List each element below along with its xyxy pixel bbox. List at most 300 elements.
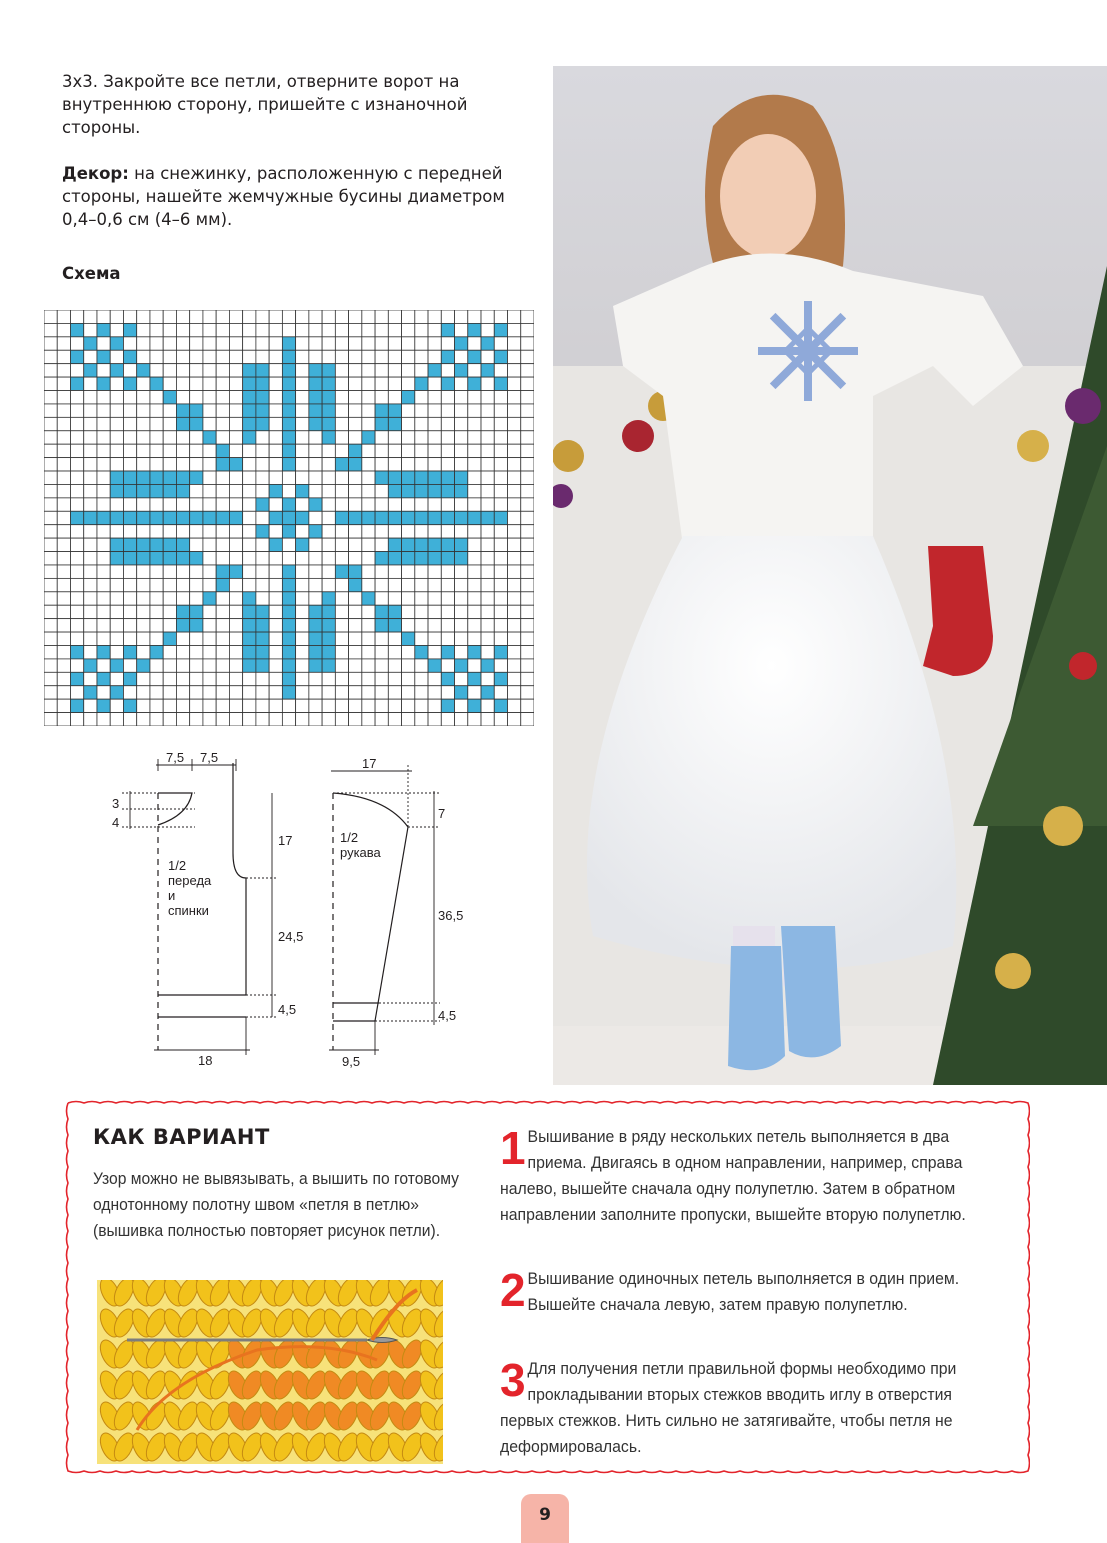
chart-cell	[123, 498, 136, 511]
chart-cell	[256, 565, 269, 578]
chart-cell	[428, 404, 441, 417]
chart-cell	[203, 498, 216, 511]
chart-cell	[468, 552, 481, 565]
chart-cell	[508, 364, 521, 377]
chart-cell	[269, 431, 282, 444]
chart-cell	[97, 632, 110, 645]
chart-cell	[494, 592, 507, 605]
chart-cell	[494, 713, 507, 726]
chart-cell	[137, 619, 150, 632]
chart-cell	[388, 498, 401, 511]
chart-cell	[282, 404, 295, 417]
chart-cell	[455, 525, 468, 538]
chart-cell	[84, 592, 97, 605]
chart-cell	[137, 645, 150, 658]
chart-cell	[176, 444, 189, 457]
chart-cell	[70, 578, 83, 591]
chart-cell	[309, 350, 322, 363]
chart-cell	[296, 323, 309, 336]
chart-cell	[216, 713, 229, 726]
chart-cell	[441, 511, 454, 524]
chart-cell	[256, 444, 269, 457]
chart-cell	[335, 592, 348, 605]
chart-cell	[362, 444, 375, 457]
chart-cell	[322, 310, 335, 323]
chart-cell	[282, 619, 295, 632]
chart-cell	[362, 605, 375, 618]
chart-cell	[110, 337, 123, 350]
chart-cell	[508, 578, 521, 591]
chart-cell	[375, 350, 388, 363]
chart-cell	[468, 364, 481, 377]
chart-cell	[203, 310, 216, 323]
chart-cell	[521, 552, 534, 565]
chart-cell	[70, 323, 83, 336]
chart-cell	[362, 525, 375, 538]
chart-cell	[256, 619, 269, 632]
chart-cell	[402, 404, 415, 417]
chart-cell	[269, 686, 282, 699]
chart-cell	[296, 699, 309, 712]
chart-cell	[150, 431, 163, 444]
chart-cell	[428, 364, 441, 377]
chart-cell	[243, 511, 256, 524]
chart-cell	[97, 605, 110, 618]
chart-cell	[150, 498, 163, 511]
chart-cell	[163, 645, 176, 658]
chart-cell	[468, 645, 481, 658]
chart-cell	[468, 444, 481, 457]
chart-cell	[97, 431, 110, 444]
chart-cell	[176, 538, 189, 551]
chart-cell	[70, 391, 83, 404]
chart-cell	[481, 391, 494, 404]
chart-cell	[97, 645, 110, 658]
chart-cell	[375, 484, 388, 497]
chart-cell	[282, 377, 295, 390]
chart-cell	[84, 511, 97, 524]
chart-cell	[243, 323, 256, 336]
chart-cell	[335, 619, 348, 632]
chart-cell	[163, 337, 176, 350]
chart-cell	[415, 619, 428, 632]
chart-cell	[508, 337, 521, 350]
chart-cell	[176, 350, 189, 363]
chart-cell	[362, 686, 375, 699]
chart-cell	[335, 471, 348, 484]
chart-cell	[84, 404, 97, 417]
chart-cell	[229, 672, 242, 685]
chart-cell	[137, 713, 150, 726]
chart-cell	[468, 417, 481, 430]
chart-cell	[508, 538, 521, 551]
chart-cell	[388, 484, 401, 497]
chart-cell	[44, 377, 57, 390]
chart-cell	[269, 310, 282, 323]
chart-cell	[163, 471, 176, 484]
chart-cell	[70, 552, 83, 565]
chart-cell	[455, 310, 468, 323]
chart-cell	[494, 431, 507, 444]
chart-cell	[176, 458, 189, 471]
chart-cell	[137, 632, 150, 645]
chart-cell	[388, 538, 401, 551]
step-2-text: Вышивание одиночных петель выполняется в один прием. Вышейте сначала левую, затем правую полупетлю.	[527, 1269, 960, 1314]
chart-cell	[137, 484, 150, 497]
chart-cell	[97, 471, 110, 484]
chart-cell	[44, 404, 57, 417]
chart-cell	[521, 578, 534, 591]
chart-cell	[84, 619, 97, 632]
chart-cell	[269, 605, 282, 618]
chart-cell	[494, 578, 507, 591]
chart-cell	[282, 645, 295, 658]
chart-cell	[150, 672, 163, 685]
chart-cell	[296, 578, 309, 591]
chart-cell	[468, 672, 481, 685]
knitting-stitch-illustration	[97, 1280, 443, 1464]
sleeve-label-1: 1/2	[340, 830, 359, 845]
chart-cell	[216, 511, 229, 524]
chart-cell	[296, 552, 309, 565]
chart-cell	[481, 525, 494, 538]
chart-cell	[296, 592, 309, 605]
chart-cell	[203, 619, 216, 632]
chart-cell	[256, 337, 269, 350]
chart-cell	[84, 323, 97, 336]
chart-cell	[70, 713, 83, 726]
chart-cell	[44, 592, 57, 605]
dim-sleeve-top: 17	[362, 756, 377, 771]
chart-cell	[415, 337, 428, 350]
chart-cell	[521, 645, 534, 658]
dim-front-neck-depth-front: 4	[112, 815, 120, 830]
chart-cell	[388, 645, 401, 658]
chart-cell	[349, 498, 362, 511]
chart-cell	[216, 444, 229, 457]
chart-cell	[70, 310, 83, 323]
chart-cell	[70, 511, 83, 524]
chart-cell	[415, 552, 428, 565]
chart-cell	[110, 323, 123, 336]
chart-cell	[216, 377, 229, 390]
chart-cell	[190, 552, 203, 565]
chart-cell	[216, 645, 229, 658]
chart-cell	[349, 578, 362, 591]
chart-cell	[243, 552, 256, 565]
chart-cell	[402, 672, 415, 685]
chart-cell	[402, 337, 415, 350]
chart-cell	[415, 417, 428, 430]
chart-cell	[97, 592, 110, 605]
chart-cell	[84, 471, 97, 484]
chart-cell	[44, 565, 57, 578]
chart-cell	[243, 471, 256, 484]
chart-cell	[203, 699, 216, 712]
chart-cell	[269, 672, 282, 685]
chart-cell	[150, 659, 163, 672]
chart-cell	[176, 632, 189, 645]
chart-cell	[428, 350, 441, 363]
chart-cell	[97, 350, 110, 363]
chart-cell	[335, 552, 348, 565]
chart-cell	[269, 619, 282, 632]
chart-cell	[203, 431, 216, 444]
chart-cell	[468, 404, 481, 417]
chart-cell	[428, 444, 441, 457]
chart-cell	[375, 391, 388, 404]
chart-cell	[243, 525, 256, 538]
chart-cell	[44, 632, 57, 645]
chart-cell	[243, 686, 256, 699]
chart-cell	[137, 552, 150, 565]
chart-cell	[388, 565, 401, 578]
chart-cell	[388, 391, 401, 404]
chart-cell	[44, 525, 57, 538]
chart-cell	[70, 686, 83, 699]
chart-cell	[309, 565, 322, 578]
chart-cell	[216, 605, 229, 618]
chart-cell	[97, 565, 110, 578]
chart-cell	[362, 538, 375, 551]
chart-cell	[216, 565, 229, 578]
chart-cell	[84, 672, 97, 685]
chart-cell	[110, 431, 123, 444]
chart-cell	[282, 578, 295, 591]
chart-cell	[508, 391, 521, 404]
chart-cell	[44, 645, 57, 658]
chart-cell	[243, 713, 256, 726]
chart-cell	[335, 525, 348, 538]
chart-cell	[123, 350, 136, 363]
chart-cell	[375, 498, 388, 511]
chart-cell	[44, 458, 57, 471]
chart-cell	[494, 552, 507, 565]
chart-cell	[335, 350, 348, 363]
chart-cell	[84, 659, 97, 672]
chart-cell	[150, 310, 163, 323]
chart-cell	[84, 632, 97, 645]
chart-cell	[84, 417, 97, 430]
chart-cell	[309, 444, 322, 457]
step-3	[500, 1356, 1010, 1460]
chart-cell	[481, 431, 494, 444]
chart-cell	[309, 592, 322, 605]
chart-cell	[455, 619, 468, 632]
chart-cell	[362, 458, 375, 471]
chart-cell	[150, 350, 163, 363]
chart-cell	[296, 619, 309, 632]
chart-cell	[70, 645, 83, 658]
chart-cell	[441, 672, 454, 685]
chart-cell	[521, 632, 534, 645]
chart-cell	[243, 659, 256, 672]
chart-cell	[402, 578, 415, 591]
chart-cell	[243, 337, 256, 350]
chart-cell	[455, 471, 468, 484]
chart-cell	[481, 713, 494, 726]
chart-cell	[309, 404, 322, 417]
chart-cell	[282, 417, 295, 430]
chart-cell	[190, 645, 203, 658]
chart-cell	[441, 552, 454, 565]
chart-cell	[468, 713, 481, 726]
chart-cell	[70, 337, 83, 350]
chart-cell	[388, 672, 401, 685]
chart-cell	[84, 350, 97, 363]
chart-cell	[176, 552, 189, 565]
chart-cell	[402, 565, 415, 578]
chart-cell	[243, 632, 256, 645]
chart-cell	[57, 632, 70, 645]
chart-cell	[110, 458, 123, 471]
chart-cell	[229, 538, 242, 551]
chart-cell	[137, 592, 150, 605]
chart-cell	[163, 458, 176, 471]
chart-cell	[269, 525, 282, 538]
chart-cell	[455, 713, 468, 726]
chart-cell	[256, 552, 269, 565]
chart-cell	[243, 605, 256, 618]
chart-cell	[150, 578, 163, 591]
chart-cell	[203, 538, 216, 551]
chart-cell	[455, 578, 468, 591]
chart-cell	[229, 337, 242, 350]
chart-cell	[84, 484, 97, 497]
chart-cell	[296, 659, 309, 672]
chart-cell	[57, 605, 70, 618]
chart-cell	[190, 310, 203, 323]
chart-cell	[362, 511, 375, 524]
chart-cell	[468, 498, 481, 511]
chart-cell	[282, 592, 295, 605]
chart-cell	[190, 458, 203, 471]
chart-cell	[137, 431, 150, 444]
chart-cell	[70, 605, 83, 618]
chart-cell	[282, 484, 295, 497]
chart-cell	[481, 364, 494, 377]
chart-cell	[468, 525, 481, 538]
chart-cell	[216, 364, 229, 377]
chart-cell	[349, 619, 362, 632]
chart-cell	[190, 578, 203, 591]
chart-cell	[402, 431, 415, 444]
chart-cell	[481, 632, 494, 645]
chart-cell	[282, 686, 295, 699]
chart-cell	[269, 377, 282, 390]
chart-cell	[243, 619, 256, 632]
variant-text: Узор можно не вывязывать, а вышить по готовому однотонному полотну швом «петля в петлю» (вышивка полностью повторяет рисунок петли).	[93, 1169, 459, 1240]
chart-cell	[481, 498, 494, 511]
chart-cell	[163, 632, 176, 645]
chart-cell	[203, 337, 216, 350]
chart-cell	[375, 578, 388, 591]
dim-sleeve-width: 9,5	[342, 1054, 361, 1069]
chart-cell	[322, 645, 335, 658]
chart-cell	[216, 659, 229, 672]
chart-cell	[322, 350, 335, 363]
chart-cell	[163, 552, 176, 565]
chart-cell	[521, 605, 534, 618]
chart-cell	[282, 538, 295, 551]
chart-cell	[216, 350, 229, 363]
chart-cell	[44, 619, 57, 632]
chart-cell	[256, 417, 269, 430]
chart-cell	[388, 632, 401, 645]
chart-cell	[441, 686, 454, 699]
chart-cell	[508, 525, 521, 538]
chart-cell	[441, 310, 454, 323]
chart-cell	[362, 431, 375, 444]
chart-cell	[375, 686, 388, 699]
front-label-2: переда	[168, 873, 212, 888]
photo-girl-in-snowflake-sweater	[553, 66, 1107, 1085]
chart-cell	[229, 391, 242, 404]
chart-cell	[362, 350, 375, 363]
chart-cell	[322, 699, 335, 712]
chart-cell	[322, 458, 335, 471]
chart-cell	[203, 471, 216, 484]
chart-cell	[216, 458, 229, 471]
chart-cell	[415, 645, 428, 658]
chart-cell	[388, 659, 401, 672]
chart-cell	[44, 699, 57, 712]
chart-cell	[322, 578, 335, 591]
chart-cell	[309, 525, 322, 538]
chart-cell	[84, 565, 97, 578]
chart-cell	[455, 605, 468, 618]
chart-cell	[203, 444, 216, 457]
chart-cell	[57, 417, 70, 430]
chart-cell	[216, 619, 229, 632]
chart-cell	[110, 538, 123, 551]
chart-cell	[441, 471, 454, 484]
chart-cell	[455, 699, 468, 712]
chart-cell	[123, 377, 136, 390]
chart-cell	[57, 458, 70, 471]
chart-cell	[57, 484, 70, 497]
front-dimension-labels	[112, 750, 303, 1068]
step-3-number: 3	[500, 1354, 526, 1406]
chart-cell	[163, 498, 176, 511]
chart-cell	[163, 565, 176, 578]
chart-cell	[163, 713, 176, 726]
chart-cell	[494, 538, 507, 551]
chart-cell	[415, 713, 428, 726]
chart-cell	[441, 458, 454, 471]
chart-cell	[97, 672, 110, 685]
chart-cell	[44, 552, 57, 565]
chart-cell	[229, 323, 242, 336]
chart-cell	[521, 713, 534, 726]
chart-cell	[282, 605, 295, 618]
chart-cell	[229, 552, 242, 565]
chart-cell	[441, 525, 454, 538]
chart-cell	[269, 337, 282, 350]
chart-cell	[388, 444, 401, 457]
chart-cell	[243, 431, 256, 444]
chart-cell	[349, 431, 362, 444]
chart-cell	[508, 484, 521, 497]
chart-cell	[428, 471, 441, 484]
chart-cell	[428, 525, 441, 538]
chart-cell	[269, 632, 282, 645]
chart-cell	[468, 484, 481, 497]
chart-cell	[402, 525, 415, 538]
chart-cell	[441, 632, 454, 645]
chart-cell	[216, 699, 229, 712]
chart-cell	[349, 592, 362, 605]
